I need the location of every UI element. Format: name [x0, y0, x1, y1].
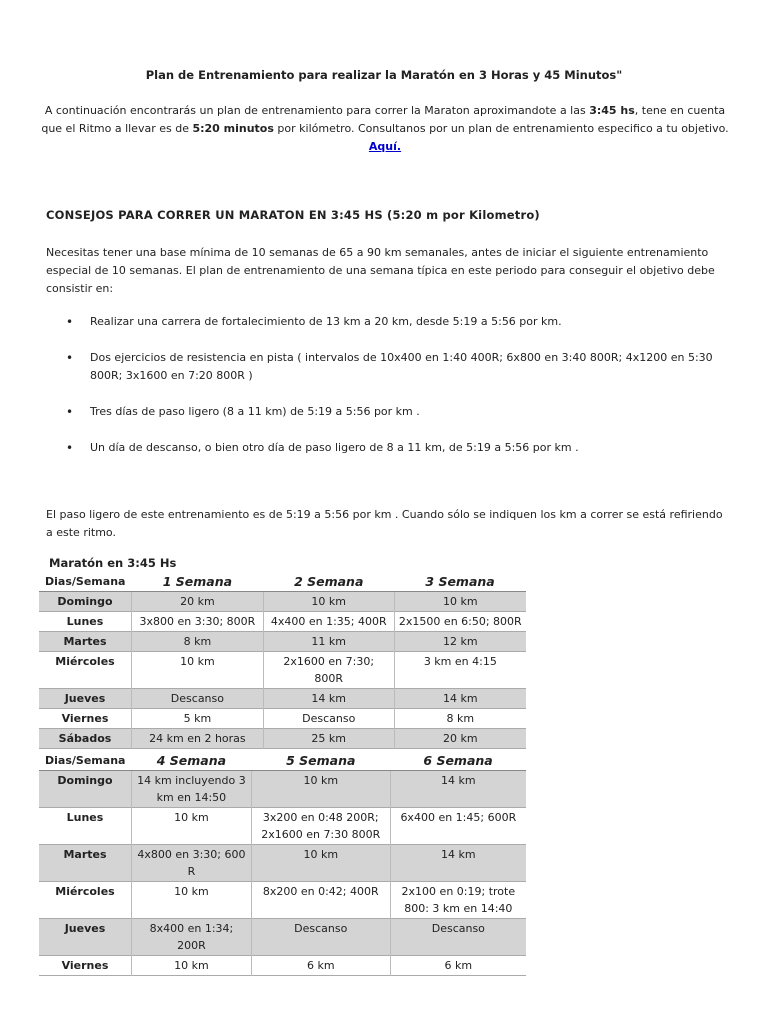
table-row — [39, 709, 526, 729]
workout-cell: 14 km — [263, 689, 394, 709]
list-item: • Un día de descanso, o bien otro día de paso ligero de 8 a 11 km, de 5:19 a 5:56 por km . — [46, 439, 726, 457]
workout-cell: 10 km — [131, 808, 251, 845]
intro-paragraph — [40, 102, 730, 156]
workout-cell: 6x400 en 1:45; 600R — [400, 811, 517, 824]
day-cell: Martes — [39, 632, 131, 652]
workout-cell: Descanso — [251, 919, 390, 956]
section-heading: CONSEJOS PARA CORRER UN MARATON EN 3:45 HS (5:20 m por Kilometro) — [46, 208, 540, 222]
workout-cell: 2x100 en 0:19; trote 800: 3 km en 14:40 — [401, 885, 516, 915]
workout-cell: 2x1600 en 7:30; 800R — [263, 652, 394, 689]
list-item: • Tres días de paso ligero (8 a 11 km) de 5:19 a 5:56 por km . — [46, 403, 726, 421]
workout-cell: 8 km — [446, 712, 475, 725]
header-week: 3 Semana — [394, 572, 526, 592]
tips-list — [46, 313, 726, 475]
plan-title: Maratón en 3:45 Hs — [49, 556, 177, 570]
workout-cell: 8 km — [131, 632, 263, 652]
workout-cell: 20 km — [394, 729, 526, 749]
header-week: 6 Semana — [390, 751, 526, 771]
workout-cell: 14 km — [390, 845, 526, 882]
intro-time: 3:45 hs — [589, 104, 635, 117]
table-row — [39, 612, 526, 632]
table-row — [39, 882, 526, 919]
workout-cell: 25 km — [263, 729, 394, 749]
workout-cell: 10 km — [131, 652, 263, 689]
training-table-weeks-4-6 — [39, 751, 526, 976]
pace-paragraph: El paso ligero de este entrenamiento es de 5:19 a 5:56 por km . Cuando sólo se indiquen los km a correr se está refiriendo a este ritmo. — [46, 508, 723, 539]
table-row — [39, 652, 526, 689]
intro-text: por kilómetro. Consultanos por un plan de entrenamiento especifico a tu objetivo. — [273, 122, 729, 135]
workout-cell: 8x200 en 0:42; 400R — [251, 882, 390, 919]
workout-cell: Descanso — [390, 919, 526, 956]
workout-cell: 20 km — [131, 592, 263, 612]
workout-cell: Descanso — [131, 689, 263, 709]
header-week: 1 Semana — [131, 572, 263, 592]
header-week: 5 Semana — [251, 751, 390, 771]
day-cell: Viernes — [39, 709, 131, 729]
table-row — [39, 632, 526, 652]
day-cell: Sábados — [39, 729, 131, 749]
workout-cell: 2x1500 en 6:50; 800R — [398, 615, 522, 628]
day-cell: Lunes — [39, 612, 131, 632]
workout-cell: 4x400 en 1:35; 400R — [263, 612, 394, 632]
list-item: • Dos ejercicios de resistencia en pista ( intervalos de 10x400 en 1:40 400R; 6x800 en 3:40 800R; 4x1200 en 5:30 800R; 3x1600 en 7:20 800R ) — [46, 349, 726, 385]
workout-cell: 4x800 en 3:30; 600 R — [131, 845, 251, 882]
page-title: Plan de Entrenamiento para realizar la Maratón en 3 Horas y 45 Minutos" — [145, 68, 623, 82]
header-week: 4 Semana — [131, 751, 251, 771]
workout-cell: 6 km — [444, 959, 473, 972]
day-cell: Domingo — [39, 771, 131, 808]
workout-cell: 11 km — [263, 632, 394, 652]
workout-cell: 14 km incluyendo 3 km en 14:50 — [131, 771, 251, 808]
table-row — [39, 845, 526, 882]
header-days-week: Dias/Semana — [39, 572, 131, 592]
intro-text: , tene en cuenta que el Ritmo a llevar es de — [41, 104, 726, 135]
workout-cell: 12 km — [394, 632, 526, 652]
day-cell: Jueves — [39, 919, 131, 956]
aqui-link[interactable]: Aquí. — [368, 140, 402, 153]
day-cell: Viernes — [39, 956, 131, 976]
workout-cell: 10 km — [394, 592, 526, 612]
workout-cell: 10 km — [131, 882, 251, 919]
workout-cell: 8x400 en 1:34; 200R — [131, 919, 251, 956]
workout-cell: 24 km en 2 horas — [131, 729, 263, 749]
list-item: • Realizar una carrera de fortalecimiento de 13 km a 20 km, desde 5:19 a 5:56 por km. — [46, 313, 726, 331]
table-row — [39, 919, 526, 956]
table-row — [39, 771, 526, 808]
day-cell: Domingo — [39, 592, 131, 612]
workout-cell: 10 km — [131, 956, 251, 976]
intro-pace: 5:20 minutos — [192, 122, 274, 135]
day-cell: Lunes — [39, 808, 131, 845]
day-cell: Jueves — [39, 689, 131, 709]
workout-cell: 10 km — [263, 592, 394, 612]
table-row — [39, 592, 526, 612]
header-week: 2 Semana — [263, 572, 394, 592]
table-header-row — [39, 572, 526, 592]
workout-cell: 3 km en 4:15 — [423, 655, 497, 668]
workout-cell: 14 km — [394, 689, 526, 709]
training-table-weeks-1-3 — [39, 572, 526, 749]
workout-cell: 14 km — [390, 771, 526, 808]
workout-cell: 5 km — [131, 709, 263, 729]
day-cell: Martes — [39, 845, 131, 882]
header-days-week: Dias/Semana — [39, 751, 131, 771]
workout-cell: Descanso — [263, 709, 394, 729]
workout-cell: 6 km — [251, 956, 390, 976]
intro-text: A continuación encontrarás un plan de entrenamiento para correr la Maraton aproximandote a las — [44, 104, 590, 117]
base-paragraph: Necesitas tener una base mínima de 10 semanas de 65 a 90 km semanales, antes de iniciar el siguiente entrenamiento especial de 10 semanas. El plan de entrenamiento de una semana típica en este periodo para conseguir el objetivo debe consistir en: — [46, 246, 715, 295]
table-row — [39, 689, 526, 709]
workout-cell: 10 km — [251, 771, 390, 808]
day-cell: Miércoles — [39, 882, 131, 919]
table-row — [39, 808, 526, 845]
table-row — [39, 956, 526, 976]
day-cell: Miércoles — [39, 652, 131, 689]
workout-cell: 10 km — [251, 845, 390, 882]
table-row — [39, 729, 526, 749]
table-header-row — [39, 751, 526, 771]
workout-cell: 3x800 en 3:30; 800R — [131, 612, 263, 632]
workout-cell: 3x200 en 0:48 200R; 2x1600 en 7:30 800R — [251, 808, 390, 845]
